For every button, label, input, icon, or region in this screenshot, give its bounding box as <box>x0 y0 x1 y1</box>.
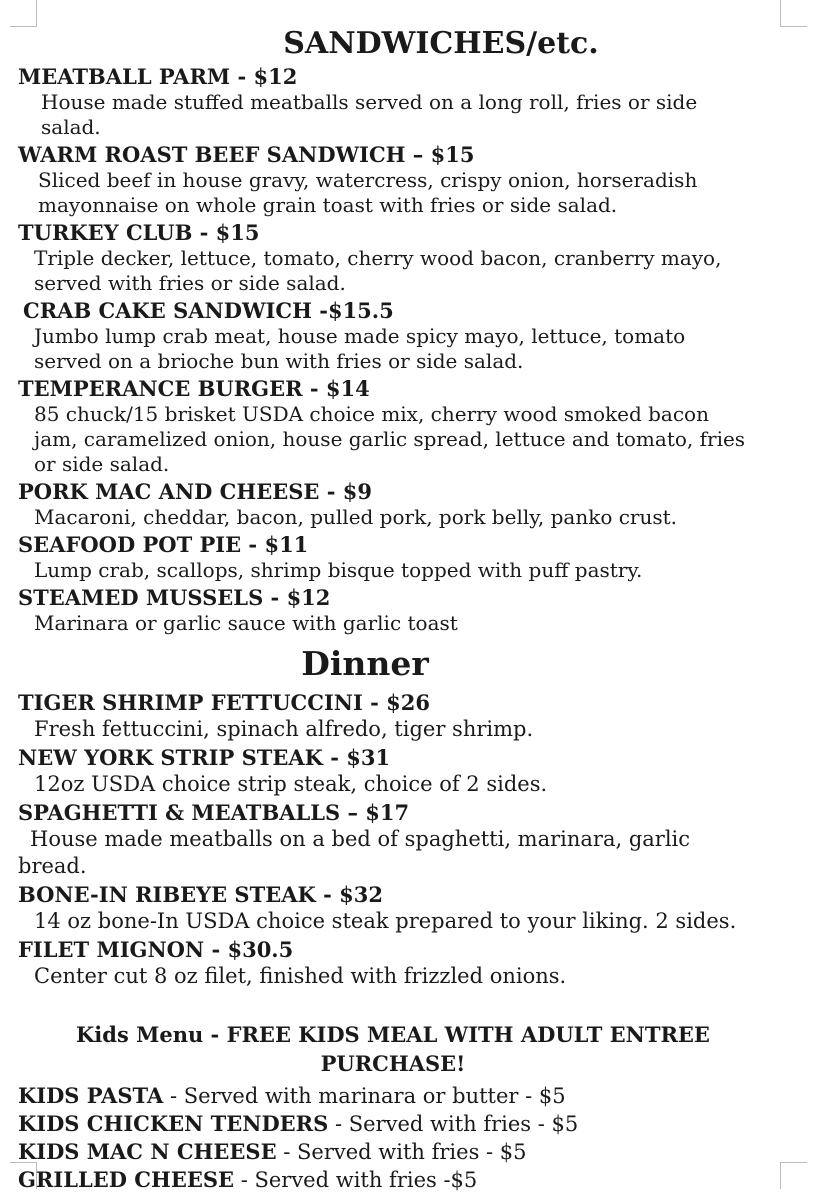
menu-item-description: Jumbo lump crab meat, house made spicy mayo, lettuce, tomato served on a brioche bun with fries or side salad. <box>34 324 686 373</box>
menu-item-description: House made stuffed meatballs served on a long roll, fries or side salad. <box>41 90 698 139</box>
menu-item-description: Triple decker, lettuce, tomato, cherry wood bacon, cranberry mayo, served with fries or side salad. <box>34 246 722 295</box>
kids-item-description: - Served with fries - $5 <box>328 1112 579 1136</box>
menu-item <box>18 220 778 296</box>
menu-item-description: Center cut 8 oz filet, finished with frizzled onions. <box>34 964 567 988</box>
dinner-list <box>18 690 778 990</box>
kids-item-name: KIDS CHICKEN TENDERS <box>18 1111 329 1136</box>
menu-item <box>18 532 778 583</box>
kids-menu-item <box>18 1138 778 1166</box>
menu-item-name: SEAFOOD POT PIE - $11 <box>18 532 309 557</box>
menu-item <box>18 479 778 530</box>
kids-item-description: - Served with marinara or butter - $5 <box>163 1084 566 1108</box>
menu-item-description: 85 chuck/15 brisket USDA choice mix, cherry wood smoked bacon jam, caramelized onion, house garlic spread, lettuce and tomato, fries or side salad. <box>34 402 746 476</box>
menu-item <box>18 745 778 798</box>
menu-item-name: MEATBALL PARM - $12 <box>18 64 298 89</box>
menu-item <box>18 690 778 743</box>
crop-mark-top-left <box>10 0 37 27</box>
menu-item-name: TURKEY CLUB - $15 <box>18 220 260 245</box>
menu-item <box>18 882 778 935</box>
menu-item-description: Fresh fettuccini, spinach alfredo, tiger shrimp. <box>34 717 534 741</box>
menu-item <box>18 142 778 218</box>
menu-item-name: TEMPERANCE BURGER - $14 <box>18 376 370 401</box>
menu-item-name: WARM ROAST BEEF SANDWICH – $15 <box>18 142 475 167</box>
menu-item-description: 14 oz bone-In USDA choice steak prepared to your liking. 2 sides. <box>34 909 737 933</box>
sandwiches-heading: SANDWICHES/etc. <box>283 26 599 61</box>
crop-mark-bottom-right <box>780 1162 807 1189</box>
menu-item-description: Sliced beef in house gravy, watercress, crispy onion, horseradish mayonnaise on whole grain toast with fries or side salad. <box>38 168 698 217</box>
menu-item-description: Lump crab, scallops, shrimp bisque topped with puff pastry. <box>34 558 643 582</box>
sandwiches-list <box>18 64 778 636</box>
kids-menu-heading: Kids Menu - FREE KIDS MEAL WITH ADULT ENTREE PURCHASE! <box>76 1022 710 1076</box>
menu-item-description: 12oz USDA choice strip steak, choice of 2 sides. <box>34 772 548 796</box>
menu-item <box>18 585 778 636</box>
menu-item <box>18 937 778 990</box>
kids-item-description: - Served with fries -$5 <box>234 1168 478 1192</box>
menu-item-name: PORK MAC AND CHEESE - $9 <box>18 479 372 504</box>
menu-item <box>18 800 778 880</box>
menu-item <box>18 376 778 477</box>
crop-mark-top-right <box>780 0 807 27</box>
kids-item-name: KIDS PASTA <box>18 1083 164 1108</box>
dinner-heading: Dinner <box>301 644 429 683</box>
menu-item-name: BONE-IN RIBEYE STEAK - $32 <box>18 882 383 907</box>
kids-item-description: - Served with fries - $5 <box>276 1140 527 1164</box>
menu-item-description: House made meatballs on a bed of spaghetti, marinara, garlic bread. <box>18 827 691 878</box>
kids-menu-item <box>18 1082 778 1110</box>
menu-page <box>18 24 778 1194</box>
menu-item-description: Marinara or garlic sauce with garlic toast <box>34 611 458 635</box>
menu-item-name: NEW YORK STRIP STEAK - $31 <box>18 745 391 770</box>
kids-menu-item <box>18 1166 778 1194</box>
menu-item-name: TIGER SHRIMP FETTUCCINI - $26 <box>18 690 430 715</box>
kids-item-name: GRILLED CHEESE <box>18 1167 235 1192</box>
menu-item-name: FILET MIGNON - $30.5 <box>18 937 294 962</box>
menu-item <box>18 64 778 140</box>
kids-menu-item <box>18 1110 778 1138</box>
menu-item-name: SPAGHETTI & MEATBALLS – $17 <box>18 800 410 825</box>
menu-item-description: Macaroni, cheddar, bacon, pulled pork, pork belly, panko crust. <box>34 505 678 529</box>
menu-item-name: CRAB CAKE SANDWICH -$15.5 <box>23 298 394 323</box>
menu-item-name: STEAMED MUSSELS - $12 <box>18 585 331 610</box>
kids-menu-list <box>18 1082 778 1194</box>
menu-item <box>18 298 778 374</box>
kids-item-name: KIDS MAC N CHEESE <box>18 1139 277 1164</box>
